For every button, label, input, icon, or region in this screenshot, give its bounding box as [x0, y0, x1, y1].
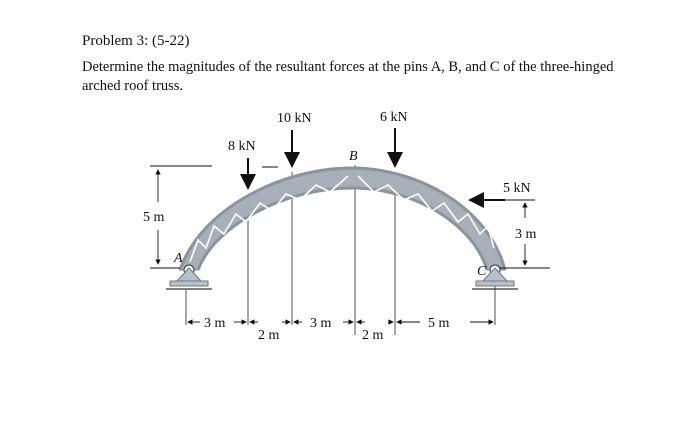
height-label-3m: 3 m: [515, 227, 537, 242]
problem-title: Problem 3: (5-22): [82, 33, 190, 49]
span-label-3m-second: 3 m: [310, 316, 332, 331]
span-label-3m-first: 3 m: [204, 316, 226, 331]
problem-statement-line-2: arched roof truss.: [82, 78, 184, 94]
pin-label-c: C: [477, 264, 487, 279]
load-label-5kn: 5 kN: [503, 181, 531, 196]
reference-lines: [186, 165, 495, 335]
arched-truss: [180, 168, 505, 270]
support-a: [166, 265, 212, 289]
span-label-2m-first: 2 m: [258, 328, 280, 343]
pin-label-a: A: [174, 251, 183, 266]
load-label-6kn: 6 kN: [380, 110, 408, 125]
height-label-5m: 5 m: [143, 210, 165, 225]
pin-label-b: B: [349, 149, 358, 164]
load-label-10kn: 10 kN: [277, 111, 312, 126]
problem-statement-line-1: Determine the magnitudes of the resultant forces at the pins A, B, and C of the three-hinged: [82, 59, 614, 75]
span-label-5m: 5 m: [428, 316, 450, 331]
span-label-2m-second: 2 m: [362, 328, 384, 343]
load-label-8kn: 8 kN: [228, 139, 256, 154]
